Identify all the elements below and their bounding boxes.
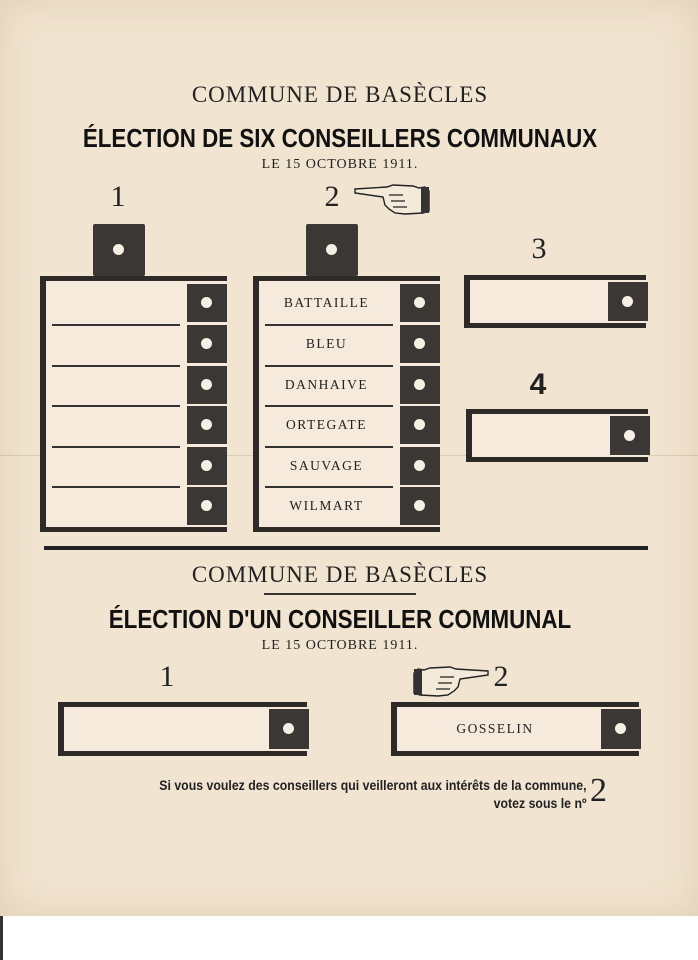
candidate-vote-box[interactable] (400, 406, 440, 444)
section1-commune: COMMUNE DE BASÈCLES (191, 82, 489, 107)
section1-date: LE 15 OCTOBRE 1911. (261, 157, 419, 172)
candidate-vote-box[interactable] (400, 447, 440, 485)
candidate-name: GOSSELIN (456, 721, 534, 736)
pointing-hand-icon (412, 665, 490, 699)
vote-dot (113, 244, 124, 255)
candidate-vote-box[interactable] (400, 325, 440, 363)
section1-title: ÉLECTION DE SIX CONSEILLERS COMMUNAUX (82, 123, 598, 153)
vote-dot (326, 244, 337, 255)
list3-number: 3 (531, 232, 547, 265)
candidate-name: WILMART (289, 498, 364, 513)
candidate-vote-box[interactable] (187, 487, 227, 525)
footer-line2: votez sous le nº (493, 795, 586, 811)
candidate-name: BLEU (305, 336, 348, 351)
page-edge (0, 916, 3, 960)
list2-ballot (253, 276, 440, 532)
section2-commune: COMMUNE DE BASÈCLES (191, 562, 489, 587)
list3-vote-box[interactable] (608, 282, 648, 321)
s2-list1-ballot (58, 702, 307, 756)
list2-number: 2 (324, 180, 340, 213)
candidate-vote-box[interactable] (187, 406, 227, 444)
heading-rule (264, 593, 416, 595)
candidate-vote-box[interactable] (400, 284, 440, 322)
section-divider (44, 546, 648, 550)
candidate-vote-box[interactable] (187, 447, 227, 485)
candidate-name: BATTAILLE (283, 295, 370, 310)
candidate-vote-box[interactable] (187, 325, 227, 363)
candidate-vote-box[interactable] (400, 487, 440, 525)
candidate-vote-box[interactable] (187, 366, 227, 404)
list3-ballot (464, 275, 646, 328)
footer-number: 2 (590, 772, 607, 809)
section2-date: LE 15 OCTOBRE 1911. (261, 638, 419, 653)
list2-head-vote-box[interactable] (306, 224, 358, 276)
candidate-name: ORTEGATE (286, 417, 367, 432)
section2-title: ÉLECTION D'UN CONSEILLER COMMUNAL (108, 604, 572, 634)
s2-list2-number: 2 (493, 660, 509, 693)
candidate-vote-box[interactable] (187, 284, 227, 322)
list1-number: 1 (110, 180, 126, 213)
s2-list1-vote-box[interactable] (269, 709, 309, 749)
list1-head-vote-box[interactable] (93, 224, 145, 276)
list1-ballot (40, 276, 227, 532)
s2-list2-vote-box[interactable] (601, 709, 641, 749)
candidate-name: DANHAIVE (284, 377, 369, 392)
candidate-name: SAUVAGE (289, 458, 364, 473)
pointing-hand-icon (353, 183, 431, 217)
s2-list2-ballot (391, 702, 639, 756)
footer-line1: Si vous voulez des conseillers qui veilleront aux intérêts de la commune, (158, 777, 586, 793)
list4-number: 4 (529, 368, 547, 401)
list4-vote-box[interactable] (610, 416, 650, 455)
s2-list1-number: 1 (159, 660, 175, 693)
list4-ballot (466, 409, 648, 462)
candidate-vote-box[interactable] (400, 366, 440, 404)
